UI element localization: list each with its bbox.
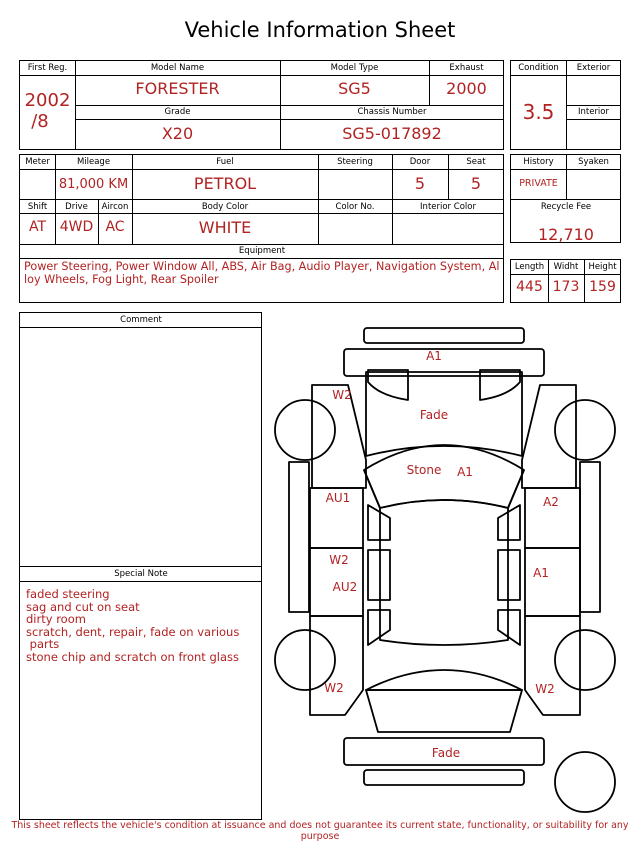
- right-quarter-window: [498, 610, 520, 645]
- windshield: [364, 445, 524, 508]
- mark-windshield-stone: Stone: [406, 463, 442, 477]
- spare-wheel: [555, 752, 615, 812]
- equipment-label: Equipment: [238, 246, 286, 256]
- drive-label: Drive: [65, 202, 88, 212]
- exhaust-label: Exhaust: [449, 63, 484, 73]
- rear-window: [366, 670, 522, 690]
- mileage-value: 81,000 KM: [58, 177, 129, 192]
- height-value: 159: [589, 279, 616, 295]
- roof-panel: [380, 500, 508, 645]
- interior-label: Interior: [577, 107, 609, 117]
- seat-label: Seat: [466, 157, 486, 167]
- body-color-value: WHITE: [198, 218, 252, 237]
- front-right-wheel: [555, 400, 615, 460]
- front-left-wheel: [275, 400, 335, 460]
- steering-label: Steering: [337, 157, 373, 167]
- right-headlight: [480, 370, 520, 400]
- grade-label: Grade: [164, 107, 191, 117]
- front-grille-bar: [364, 328, 524, 343]
- recycle-fee-label: Recycle Fee: [540, 202, 592, 212]
- model-name-label: Model Name: [150, 63, 205, 73]
- special-note-line: stone chip and scratch on front glass: [26, 649, 239, 664]
- left-rear-window: [368, 550, 390, 600]
- right-sill: [580, 462, 600, 612]
- special-note-list: [26, 588, 258, 663]
- right-rear-window: [498, 550, 520, 600]
- right-front-window: [498, 505, 520, 540]
- mark-hood: Fade: [419, 408, 449, 422]
- basic-info-table: [19, 60, 504, 150]
- history-label: History: [523, 157, 554, 167]
- mark-front-left-fender: W2: [332, 388, 352, 402]
- mark-left-front-door: AU1: [325, 491, 351, 505]
- equipment-line-1: Power Steering, Power Window All, ABS, Air Bag, Audio Player, Navigation System, Al: [24, 260, 500, 273]
- rear-right-wheel: [555, 630, 615, 690]
- condition-label: Condition: [518, 63, 559, 73]
- first-reg-year: 2002: [24, 90, 71, 111]
- interior-color-label: Interior Color: [420, 202, 476, 212]
- right-rear-fender: [525, 616, 580, 715]
- comment-panel: [19, 312, 262, 820]
- meter-label: Meter: [25, 157, 50, 167]
- mark-front-bumper: A1: [426, 349, 442, 363]
- body-color-label: Body Color: [201, 202, 249, 212]
- mark-right-front-door: A2: [543, 495, 559, 509]
- mark-left-rear-door-au: AU2: [332, 580, 358, 594]
- width-label: Widht: [553, 262, 579, 272]
- left-headlight: [368, 370, 408, 400]
- seat-value: 5: [470, 174, 482, 193]
- rear-bar: [364, 770, 524, 785]
- width-value: 173: [552, 279, 580, 295]
- special-note-line: sag and cut on seat: [26, 599, 140, 614]
- left-rear-fender: [310, 616, 363, 715]
- specs-table: [19, 154, 504, 303]
- disclaimer-footer: This sheet reflects the vehicle's condition at issuance and does not guarantee its current state, functionality, or suitability for any purpose: [11, 820, 629, 842]
- left-sill: [289, 462, 309, 612]
- exterior-label: Exterior: [576, 63, 611, 73]
- drive-value: 4WD: [59, 219, 94, 235]
- chassis-label: Chassis Number: [357, 107, 427, 117]
- mark-rear-bumper: Fade: [431, 746, 461, 760]
- chassis-value: SG5-017892: [342, 124, 442, 143]
- sheet-title: Vehicle Information Sheet: [184, 18, 456, 42]
- pillars: [364, 470, 524, 508]
- special-note-line: faded steering: [26, 587, 110, 601]
- shift-value: AT: [28, 219, 47, 235]
- special-note-line: dirty room: [26, 612, 86, 626]
- special-note-line: scratch, dent, repair, fade on various: [26, 624, 240, 639]
- mark-right-rear-door: A1: [533, 566, 549, 580]
- door-value: 5: [414, 174, 426, 193]
- history-value: PRIVATE: [519, 178, 558, 189]
- door-label: Door: [409, 157, 431, 167]
- first-reg-month: /8: [31, 111, 49, 132]
- mileage-label: Mileage: [76, 157, 111, 167]
- aircon-value: AC: [105, 219, 125, 235]
- comment-label: Comment: [120, 315, 162, 325]
- shift-label: Shift: [27, 202, 48, 212]
- car-damage-diagram: [270, 320, 620, 820]
- mark-rear-right-fender: W2: [535, 682, 555, 696]
- equipment-value: [24, 261, 502, 286]
- length-value: 445: [516, 279, 543, 295]
- condition-table: [510, 60, 621, 150]
- mark-rear-left-fender: W2: [324, 681, 344, 695]
- special-note-line: parts: [26, 637, 60, 651]
- model-type-value: SG5: [338, 79, 371, 98]
- dimensions-table: [510, 259, 621, 303]
- grade-value: X20: [161, 124, 194, 143]
- mark-windshield-code: A1: [457, 465, 473, 479]
- exhaust-value: 2000: [446, 79, 487, 98]
- length-label: Length: [514, 262, 545, 272]
- mark-left-rear-door-w: W2: [329, 553, 349, 567]
- color-no-label: Color No.: [335, 202, 375, 212]
- special-note-label: Special Note: [114, 569, 168, 579]
- left-quarter-window: [368, 610, 390, 645]
- model-name-value: FORESTER: [135, 79, 220, 98]
- height-label: Height: [588, 262, 617, 272]
- tailgate: [366, 690, 522, 732]
- first-reg-label: First Reg.: [27, 63, 68, 73]
- syaken-label: Syaken: [578, 157, 609, 167]
- left-front-window: [368, 505, 390, 540]
- right-front-fender: [522, 385, 576, 488]
- aircon-label: Aircon: [101, 202, 129, 212]
- fuel-value: PETROL: [193, 174, 257, 193]
- equipment-line-2: loy Wheels, Fog Light, Rear Spoiler: [24, 272, 219, 286]
- condition-score: 3.5: [522, 100, 555, 124]
- history-table: [510, 154, 621, 243]
- model-type-label: Model Type: [330, 63, 379, 73]
- right-rear-door: [525, 548, 580, 616]
- fuel-label: Fuel: [216, 157, 234, 167]
- recycle-fee-value: 12,710: [538, 225, 594, 244]
